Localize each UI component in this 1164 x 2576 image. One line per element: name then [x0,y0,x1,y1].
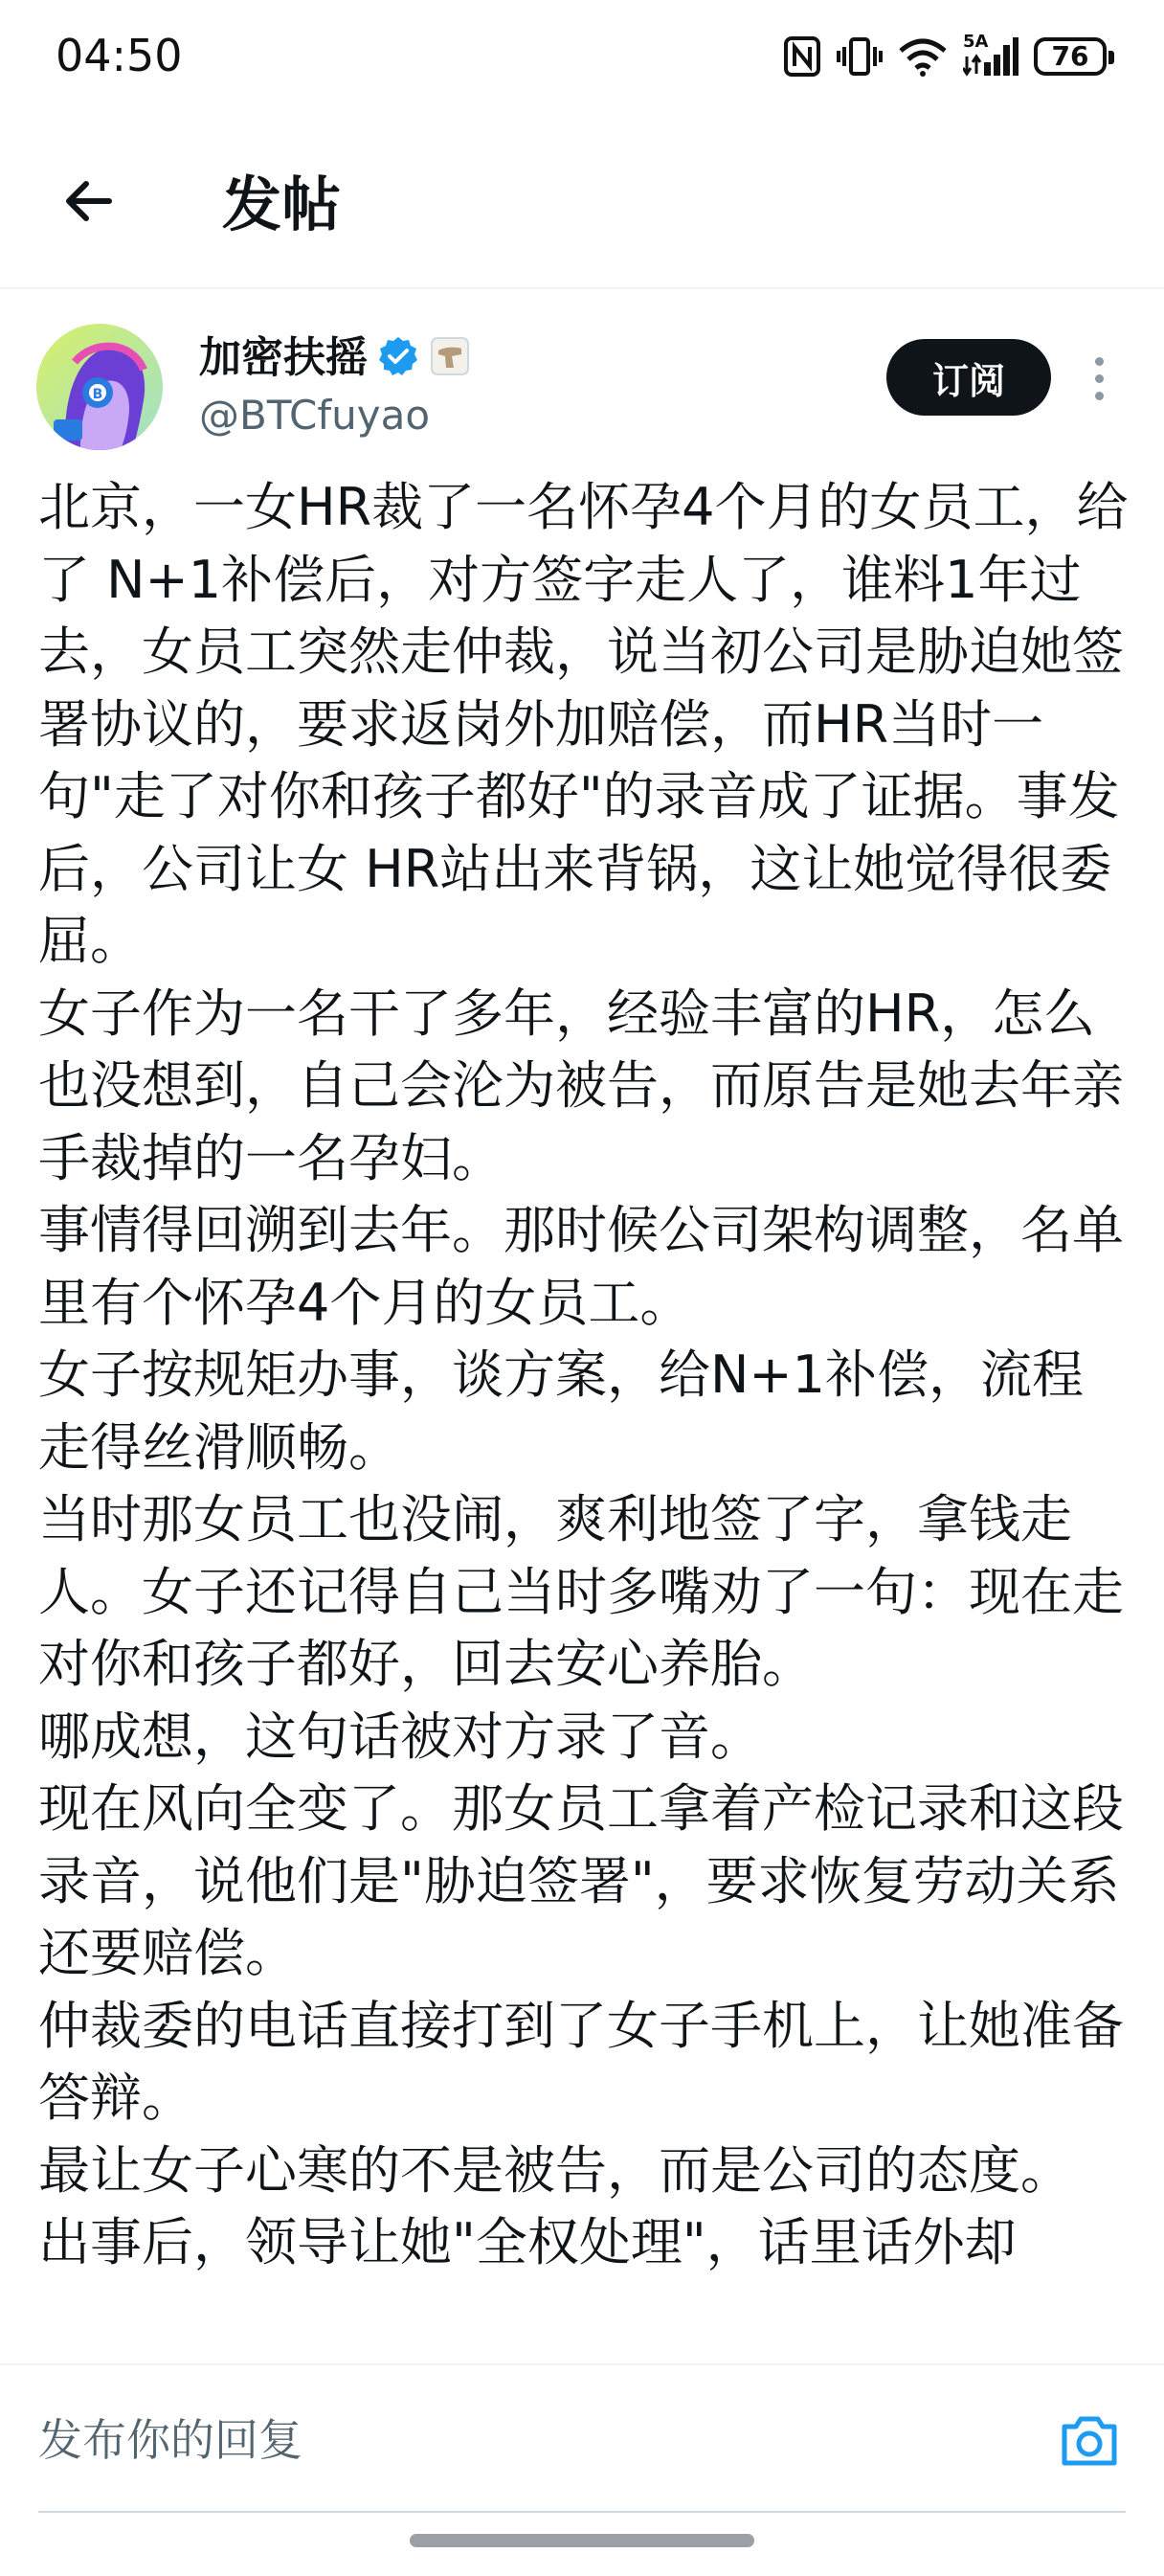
battery-level: 76 [1051,40,1089,72]
author-name-row[interactable] [199,329,471,387]
subscribe-button[interactable]: 订阅 [886,339,1051,416]
battery-icon [1034,37,1107,76]
affiliate-badge-icon[interactable] [429,335,471,381]
reply-placeholder: 发布你的回复 [38,2414,302,2466]
svg-text:B: B [92,387,103,402]
avatar[interactable] [36,324,163,450]
status-time: 04:50 [56,30,183,81]
author-name[interactable]: 加密扶摇 [199,333,368,382]
camera-icon [1059,2411,1120,2469]
home-indicator [410,2534,754,2547]
verified-badge-icon [377,335,419,381]
nfc-icon [783,35,821,78]
vibrate-icon [837,35,883,78]
status-icons [783,33,1107,80]
post-header [0,316,1164,460]
top-app-bar [0,115,1164,289]
page-title: 发帖 [222,169,342,239]
back-button[interactable] [50,163,126,239]
network-type-label: 5A [963,32,989,52]
post-text: 北京，一女HR裁了一名怀孕4个月的女员工，给了 N+1补偿后，对方签字走人了，谁料1年过去，女员工突然走仲裁，说当初公司是胁迫她签署协议的，要求返岗外加赔偿，而HR当时一句"走了对你和孩子都好"的录音成了证据。事发后，公司让女 HR站出来背锅，这让她觉得很委屈。 女子作为一名干了多年，经验丰富的HR，怎么也没想到，自己会沦为被告，而原告是她去年亲手裁掉的一名孕妇。 事情得回溯到去年。那时候公司架构调整，名单里有个怀孕4个月的女员工。 女子按规矩办事，谈方案，给N+1补偿，流程走得丝滑顺畅。 当时那女员工也没闹，爽利地签了字，拿钱走人。女子还记得自己当时多嘴劝了一句：现在走对你和孩子都好，回去安心养胎。 哪成想，这句话被对方录了音。 现在风向全变了。那女员工拿着产检记录和这段录音，说他们是"胁迫签署"，要求恢复劳动关系还要赔偿。 仲裁委的电话直接打到了女子手机上，让她准备答辩。 最让女子心寒的不是被告，而是公司的态度。 出事后，领导让她"全权处理"，话里话外却 [38,477,1129,2272]
camera-button[interactable] [1053,2404,1126,2476]
author-handle[interactable]: @BTCfuyao [199,392,431,439]
reply-input[interactable] [38,2367,1126,2513]
wifi-icon [898,35,948,78]
cellular-signal-icon [963,32,1018,78]
status-bar [0,0,1164,115]
more-vertical-icon[interactable] [1080,345,1118,412]
arrow-left-icon [59,172,117,230]
